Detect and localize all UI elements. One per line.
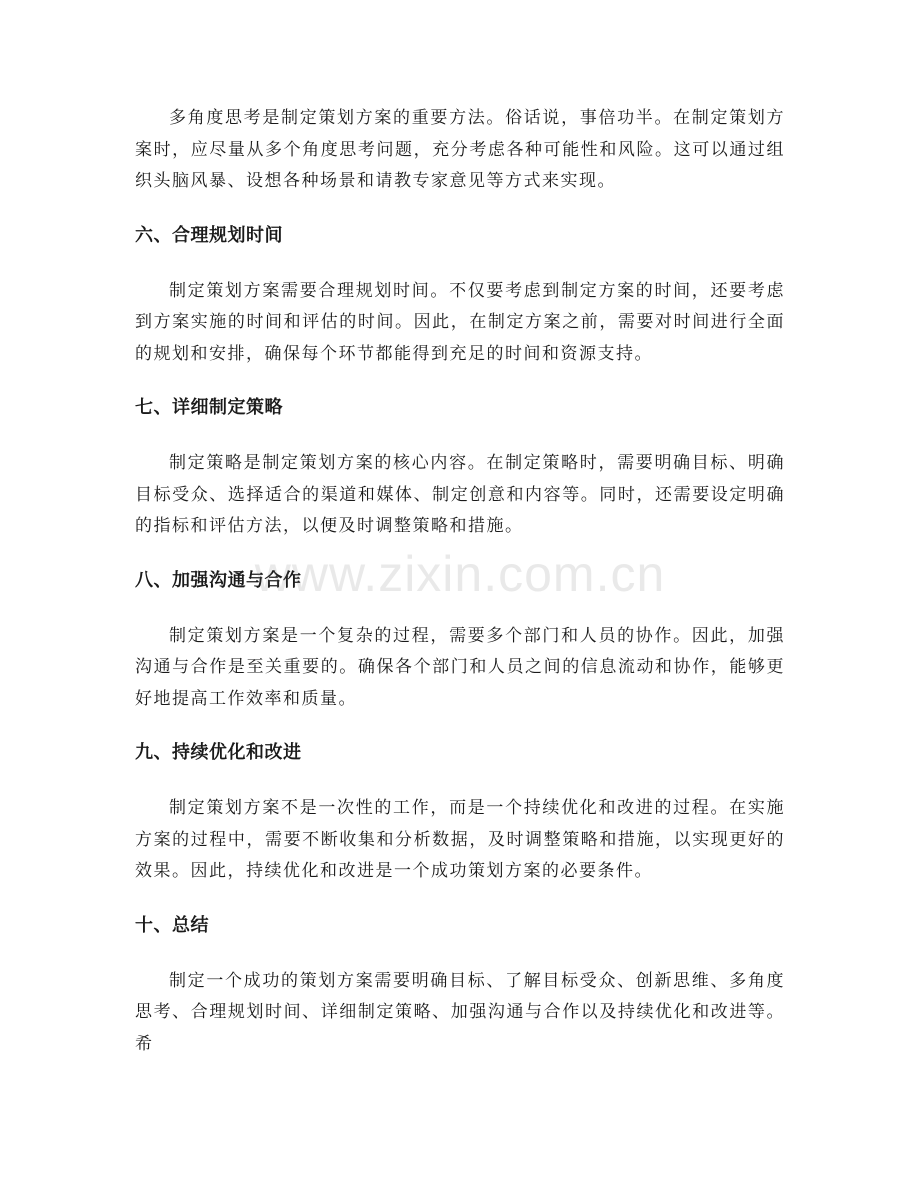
heading-section-7: 七、详细制定策略 <box>135 397 283 418</box>
heading-section-10: 十、总结 <box>135 914 209 936</box>
paragraph-section-8: 制定策划方案是一个复杂的过程，需要多个部门和人员的协作。因此，加强沟通与合作是至关重要的。确保各个部门和人员之间的信息流动和协作，能够更好地提高工作效率和质量。 <box>135 625 785 709</box>
heading-section-9: 九、持续优化和改进 <box>135 742 302 763</box>
paragraph-multi-angle-thinking: 多角度思考是制定策划方案的重要方法。俗话说，事倍功半。在制定策划方案时，应尽量从多个角度思考问题，充分考虑各种可能性和风险。这可以通过组织头脑风暴、设想各种场景和请教专家意见等方式来实现。 <box>135 108 785 191</box>
paragraph-section-9: 制定策划方案不是一次性的工作，而是一个持续优化和改进的过程。在实施方案的过程中，需要不断收集和分析数据，及时调整策略和措施，以实现更好的效果。因此，持续优化和改进是一个成功策划方案的必要条件。 <box>135 798 785 881</box>
paragraph-section-7: 制定策略是制定策划方案的核心内容。在制定策略时，需要明确目标、明确目标受众、选择适合的渠道和媒体、制定创意和内容等。同时，还需要设定明确的指标和评估方法，以便及时调整策略和措施。 <box>135 453 785 536</box>
heading-section-6: 六、合理规划时间 <box>135 224 283 246</box>
paragraph-section-10: 制定一个成功的策划方案需要明确目标、了解目标受众、创新思维、多角度思考、合理规划时间、详细制定策略、加强沟通与合作以及持续优化和改进等。希 <box>135 970 785 1054</box>
document-content <box>135 103 785 1084</box>
watermark-text: www.zixin.com.cn <box>254 546 666 602</box>
paragraph-section-6: 制定策划方案需要合理规划时间。不仅要考虑到制定方案的时间，还要考虑到方案实施的时间和评估的时间。因此，在制定方案之前，需要对时间进行全面的规划和安排，确保每个环节都能得到充足的时间和资源支持。 <box>135 280 785 364</box>
heading-section-8: 八、加强沟通与合作 <box>135 569 302 591</box>
